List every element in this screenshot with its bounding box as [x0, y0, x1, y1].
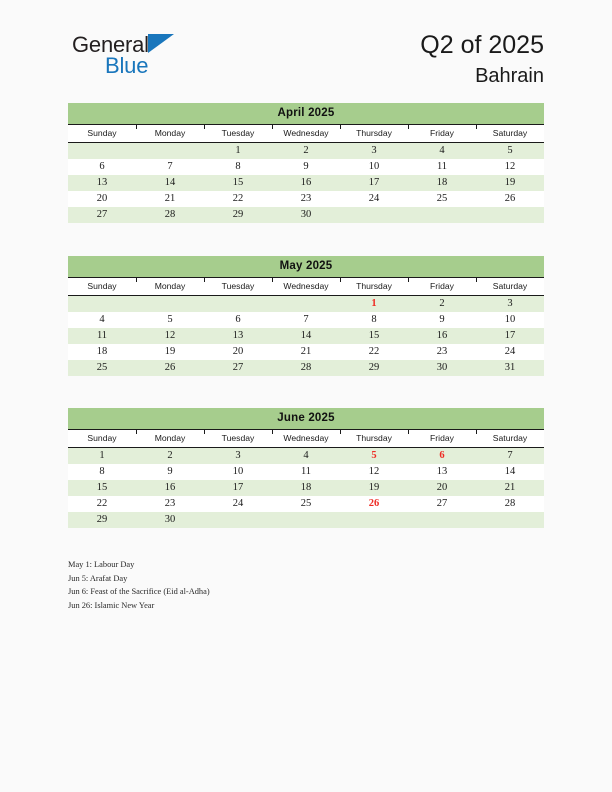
day-cell[interactable]: 9 [272, 159, 340, 175]
day-cell[interactable]: 5 [340, 448, 408, 465]
day-cell[interactable]: 16 [136, 480, 204, 496]
day-cell-empty [204, 512, 272, 528]
table-row [68, 175, 544, 191]
day-cell-empty [68, 296, 136, 313]
day-cell[interactable]: 19 [476, 175, 544, 191]
table-row [68, 312, 544, 328]
day-cell[interactable]: 2 [136, 448, 204, 465]
table-row [68, 512, 544, 528]
day-cell[interactable]: 21 [136, 191, 204, 207]
month-grid-may [68, 277, 544, 376]
day-cell[interactable]: 20 [68, 191, 136, 207]
day-cell[interactable]: 12 [476, 159, 544, 175]
day-cell[interactable]: 3 [476, 296, 544, 313]
day-cell[interactable]: 11 [272, 464, 340, 480]
day-cell[interactable]: 31 [476, 360, 544, 376]
holiday-note: Jun 6: Feast of the Sacrifice (Eid al-Adha) [68, 587, 210, 597]
day-cell[interactable]: 15 [68, 480, 136, 496]
day-cell[interactable]: 8 [68, 464, 136, 480]
day-cell[interactable]: 9 [408, 312, 476, 328]
day-cell[interactable]: 9 [136, 464, 204, 480]
weekday-header-wednesday: Wednesday [272, 278, 340, 296]
days-body-june [68, 448, 544, 529]
weekday-header-wednesday: Wednesday [272, 125, 340, 143]
day-cell[interactable]: 24 [476, 344, 544, 360]
page-title: Q2 of 2025 [420, 31, 544, 59]
weekday-header-monday: Monday [136, 430, 204, 448]
holiday-note: Jun 5: Arafat Day [68, 573, 128, 583]
page-subtitle: Bahrain [475, 65, 544, 87]
day-cell[interactable]: 29 [204, 207, 272, 223]
day-cell[interactable]: 25 [68, 360, 136, 376]
day-cell[interactable]: 7 [272, 312, 340, 328]
day-cell[interactable]: 12 [340, 464, 408, 480]
table-row [68, 328, 544, 344]
day-cell[interactable]: 23 [408, 344, 476, 360]
table-row [68, 143, 544, 160]
month-title-june: June 2025 [68, 408, 544, 429]
day-cell[interactable]: 17 [340, 175, 408, 191]
day-cell[interactable]: 18 [68, 344, 136, 360]
day-cell[interactable]: 10 [204, 464, 272, 480]
day-cell[interactable]: 11 [408, 159, 476, 175]
day-cell-empty [476, 512, 544, 528]
day-cell[interactable]: 20 [408, 480, 476, 496]
weekday-header-friday: Friday [408, 125, 476, 143]
day-cell[interactable]: 4 [68, 312, 136, 328]
weekday-header-sunday: Sunday [68, 278, 136, 296]
general-blue-logo [72, 32, 252, 90]
day-cell[interactable]: 13 [68, 175, 136, 191]
month-title-may: May 2025 [68, 256, 544, 277]
day-cell[interactable]: 30 [408, 360, 476, 376]
weekday-header-saturday: Saturday [476, 430, 544, 448]
weekday-header-sunday: Sunday [68, 125, 136, 143]
table-row [68, 159, 544, 175]
day-cell[interactable]: 26 [476, 191, 544, 207]
day-cell-empty [408, 207, 476, 223]
day-cell-empty [204, 296, 272, 313]
table-row [68, 448, 544, 465]
day-cell[interactable]: 5 [476, 143, 544, 160]
month-title-april: April 2025 [68, 103, 544, 124]
day-cell[interactable]: 10 [476, 312, 544, 328]
day-cell[interactable]: 4 [408, 143, 476, 160]
day-cell[interactable]: 16 [408, 328, 476, 344]
day-cell-empty [272, 512, 340, 528]
day-cell[interactable]: 24 [340, 191, 408, 207]
day-cell[interactable]: 23 [272, 191, 340, 207]
weekday-header-monday: Monday [136, 125, 204, 143]
table-row [68, 344, 544, 360]
day-cell[interactable]: 17 [204, 480, 272, 496]
logo-triangle-icon [148, 34, 174, 53]
day-cell[interactable]: 3 [340, 143, 408, 160]
day-cell[interactable]: 24 [204, 496, 272, 512]
day-cell-empty [272, 296, 340, 313]
holiday-note: Jun 26: Islamic New Year [68, 600, 155, 610]
month-grid-april [68, 124, 544, 223]
day-cell[interactable]: 16 [272, 175, 340, 191]
weekday-header-thursday: Thursday [340, 125, 408, 143]
table-row [68, 464, 544, 480]
day-cell[interactable]: 25 [408, 191, 476, 207]
day-cell[interactable]: 12 [136, 328, 204, 344]
day-cell[interactable]: 13 [204, 328, 272, 344]
day-cell[interactable]: 14 [476, 464, 544, 480]
holiday-note: May 1: Labour Day [68, 560, 135, 569]
weekday-header-wednesday: Wednesday [272, 430, 340, 448]
day-cell-empty [136, 143, 204, 160]
day-cell[interactable]: 11 [68, 328, 136, 344]
weekday-header-tuesday: Tuesday [204, 125, 272, 143]
day-cell[interactable]: 22 [204, 191, 272, 207]
weekday-header-thursday: Thursday [340, 278, 408, 296]
calendar-june [68, 408, 544, 528]
weekday-header-monday: Monday [136, 278, 204, 296]
weekday-header-saturday: Saturday [476, 278, 544, 296]
day-cell-empty [340, 512, 408, 528]
day-cell[interactable]: 19 [340, 480, 408, 496]
table-row [68, 496, 544, 512]
day-cell[interactable]: 28 [272, 360, 340, 376]
holiday-notes-list [68, 558, 508, 612]
weekday-header-saturday: Saturday [476, 125, 544, 143]
day-cell[interactable]: 25 [272, 496, 340, 512]
day-cell[interactable]: 8 [204, 159, 272, 175]
day-cell[interactable]: 30 [272, 207, 340, 223]
day-cell[interactable]: 17 [476, 328, 544, 344]
day-cell-empty [408, 512, 476, 528]
table-row [68, 125, 544, 143]
table-row [68, 360, 544, 376]
day-cell-empty [476, 207, 544, 223]
table-row [68, 296, 544, 313]
day-cell[interactable]: 27 [408, 496, 476, 512]
day-cell[interactable]: 6 [68, 159, 136, 175]
table-row [68, 191, 544, 207]
day-cell[interactable]: 14 [272, 328, 340, 344]
day-cell[interactable]: 18 [408, 175, 476, 191]
day-cell[interactable]: 1 [68, 448, 136, 465]
table-row [68, 430, 544, 448]
day-cell[interactable]: 28 [476, 496, 544, 512]
day-cell[interactable]: 26 [340, 496, 408, 512]
day-cell-empty [136, 296, 204, 313]
logo-text-blue: Blue [105, 53, 149, 78]
page-header [68, 30, 544, 92]
weekday-header-sunday: Sunday [68, 430, 136, 448]
day-cell[interactable]: 8 [340, 312, 408, 328]
day-cell[interactable]: 6 [204, 312, 272, 328]
day-cell[interactable]: 21 [476, 480, 544, 496]
weekday-header-thursday: Thursday [340, 430, 408, 448]
day-cell[interactable]: 5 [136, 312, 204, 328]
day-cell[interactable]: 19 [136, 344, 204, 360]
day-cell[interactable]: 21 [272, 344, 340, 360]
month-grid-june [68, 429, 544, 528]
days-body-may [68, 296, 544, 377]
day-cell[interactable]: 7 [136, 159, 204, 175]
day-cell[interactable]: 4 [272, 448, 340, 465]
weekday-header-row-june [68, 430, 544, 448]
day-cell[interactable]: 18 [272, 480, 340, 496]
day-cell[interactable]: 22 [340, 344, 408, 360]
day-cell[interactable]: 7 [476, 448, 544, 465]
day-cell[interactable]: 29 [68, 512, 136, 528]
day-cell[interactable]: 1 [340, 296, 408, 313]
day-cell[interactable]: 28 [136, 207, 204, 223]
day-cell[interactable]: 15 [340, 328, 408, 344]
weekday-header-friday: Friday [408, 278, 476, 296]
weekday-header-tuesday: Tuesday [204, 278, 272, 296]
days-body-april [68, 143, 544, 224]
day-cell[interactable]: 10 [340, 159, 408, 175]
day-cell[interactable]: 15 [204, 175, 272, 191]
day-cell[interactable]: 27 [68, 207, 136, 223]
day-cell-empty [68, 143, 136, 160]
weekday-header-friday: Friday [408, 430, 476, 448]
day-cell[interactable]: 22 [68, 496, 136, 512]
day-cell[interactable]: 2 [272, 143, 340, 160]
day-cell[interactable]: 27 [204, 360, 272, 376]
day-cell[interactable]: 3 [204, 448, 272, 465]
day-cell[interactable]: 14 [136, 175, 204, 191]
day-cell[interactable]: 30 [136, 512, 204, 528]
weekday-header-row-april [68, 125, 544, 143]
day-cell[interactable]: 29 [340, 360, 408, 376]
day-cell[interactable]: 2 [408, 296, 476, 313]
logo-text-general: General [72, 32, 149, 57]
table-row [68, 480, 544, 496]
day-cell-empty [340, 207, 408, 223]
weekday-header-tuesday: Tuesday [204, 430, 272, 448]
weekday-header-row-may [68, 278, 544, 296]
day-cell[interactable]: 1 [204, 143, 272, 160]
day-cell[interactable]: 23 [136, 496, 204, 512]
title-block [420, 30, 544, 89]
day-cell[interactable]: 26 [136, 360, 204, 376]
calendar-may [68, 256, 544, 376]
day-cell[interactable]: 6 [408, 448, 476, 465]
day-cell[interactable]: 13 [408, 464, 476, 480]
day-cell[interactable]: 20 [204, 344, 272, 360]
table-row [68, 207, 544, 223]
calendar-april [68, 103, 544, 223]
table-row [68, 278, 544, 296]
